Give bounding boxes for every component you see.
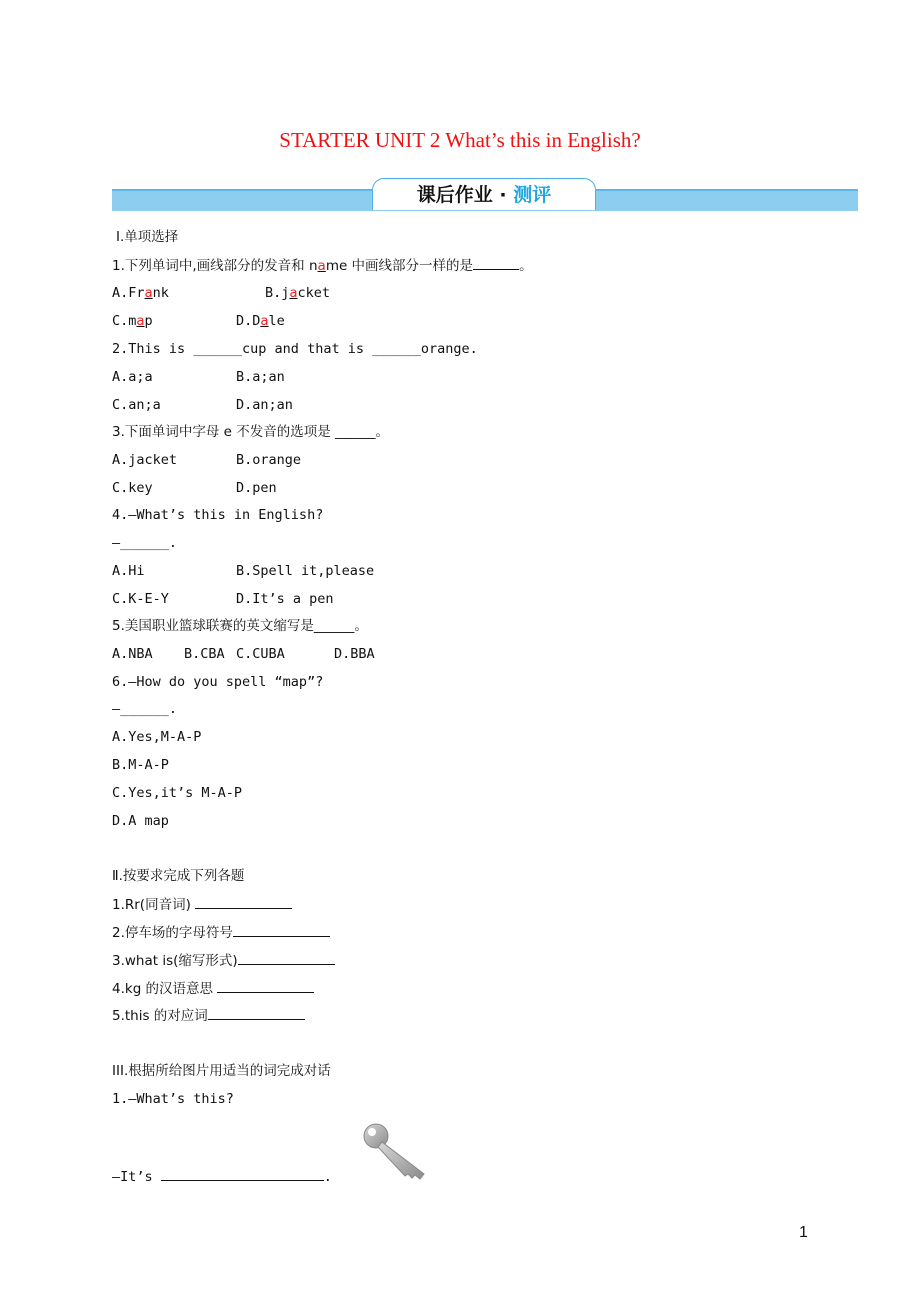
option-b: [265, 284, 330, 302]
question-2: 2.This is ______cup and that is ______orange.: [112, 341, 478, 357]
answer-blank: [473, 256, 519, 270]
option-b: B.orange: [236, 452, 302, 468]
section-3-answer: [112, 1167, 332, 1186]
option-b: B.CBA: [184, 646, 225, 662]
text-segment: a: [260, 313, 269, 329]
q1-text: 1.下列单词中,画线部分的发音和 n: [112, 258, 318, 274]
q1-end: 。: [519, 258, 533, 274]
task-item: [112, 951, 335, 970]
option-d: D.an;an: [236, 397, 293, 413]
option-d: D.BBA: [334, 646, 375, 662]
answer-blank: [217, 979, 314, 993]
text-segment: C.m: [112, 313, 137, 329]
text-segment: 1.Rr(同音词): [112, 897, 196, 913]
text-segment: a: [144, 285, 153, 301]
question-4: 4.—What’s this in English?: [112, 507, 324, 523]
option-c: [112, 312, 153, 330]
page-number: 1: [799, 1224, 808, 1241]
option-a: A.Hi: [112, 563, 145, 579]
text-segment: B.j: [265, 285, 290, 301]
question-1: [112, 256, 533, 275]
option-d: [236, 312, 285, 330]
option-d: D.A map: [112, 813, 169, 829]
text-segment: .: [323, 1169, 332, 1185]
text-segment: a: [136, 313, 145, 329]
question-4-reply: —______.: [112, 535, 178, 551]
text-segment: 3.what is(缩写形式): [112, 953, 238, 969]
text-segment: A.Fr: [112, 285, 145, 301]
banner-label: 课后作业 ·: [416, 184, 514, 206]
option-a: A.jacket: [112, 452, 178, 468]
option-a: [112, 284, 169, 302]
text-segment: 4.kg 的汉语意思: [112, 981, 218, 997]
answer-blank: [233, 923, 330, 937]
task-item: [112, 895, 292, 914]
task-item: [112, 1006, 305, 1025]
key-icon: [360, 1120, 430, 1182]
answer-blank: [161, 1167, 324, 1181]
section-3-heading: III.根据所给图片用适当的词完成对话: [112, 1063, 331, 1079]
text-segment: cket: [297, 285, 331, 301]
section-banner: [372, 178, 596, 210]
option-c: C.K-E-Y: [112, 591, 169, 607]
option-b: B.M-A-P: [112, 757, 169, 773]
section-3-question: 1.—What’s this?: [112, 1091, 234, 1107]
question-5: 5.美国职业篮球联赛的英文缩写是______。: [112, 618, 368, 634]
answer-blank: [208, 1006, 305, 1020]
question-6: 6.—How do you spell “map”?: [112, 674, 324, 690]
q1-text-2: me 中画线部分一样的是: [325, 258, 474, 274]
task-item: [112, 923, 330, 942]
text-segment: —It’s: [112, 1169, 161, 1185]
option-a: A.Yes,M-A-P: [112, 729, 202, 745]
option-b: B.a;an: [236, 369, 285, 385]
option-d: D.It’s a pen: [236, 591, 334, 607]
text-segment: 2.停车场的字母符号: [112, 925, 233, 941]
text-segment: p: [144, 313, 153, 329]
section-2-heading: Ⅱ.按要求完成下列各题: [112, 868, 245, 884]
text-segment: 5.this 的对应词: [112, 1008, 208, 1024]
option-d: D.pen: [236, 480, 277, 496]
q1-underlined: a: [317, 258, 326, 274]
banner-label-highlight: 测评: [513, 184, 552, 206]
answer-blank: [195, 895, 292, 909]
option-c: C.an;a: [112, 397, 161, 413]
text-segment: nk: [152, 285, 169, 301]
text-segment: D.D: [236, 313, 261, 329]
task-item: [112, 979, 314, 998]
section-1-heading: Ⅰ.单项选择: [116, 229, 179, 245]
option-a: A.NBA: [112, 646, 153, 662]
option-b: B.Spell it,please: [236, 563, 375, 579]
option-c: C.Yes,it’s M-A-P: [112, 785, 243, 801]
answer-blank: [238, 951, 335, 965]
option-c: C.key: [112, 480, 153, 496]
text-segment: le: [268, 313, 285, 329]
page-title: STARTER UNIT 2 What’s this in English?: [279, 128, 641, 152]
question-6-reply: —______.: [112, 701, 178, 717]
option-a: A.a;a: [112, 369, 153, 385]
option-c: C.CUBA: [236, 646, 285, 662]
question-3: 3.下面单词中字母 e 不发音的选项是 ______。: [112, 424, 390, 440]
text-segment: a: [289, 285, 298, 301]
